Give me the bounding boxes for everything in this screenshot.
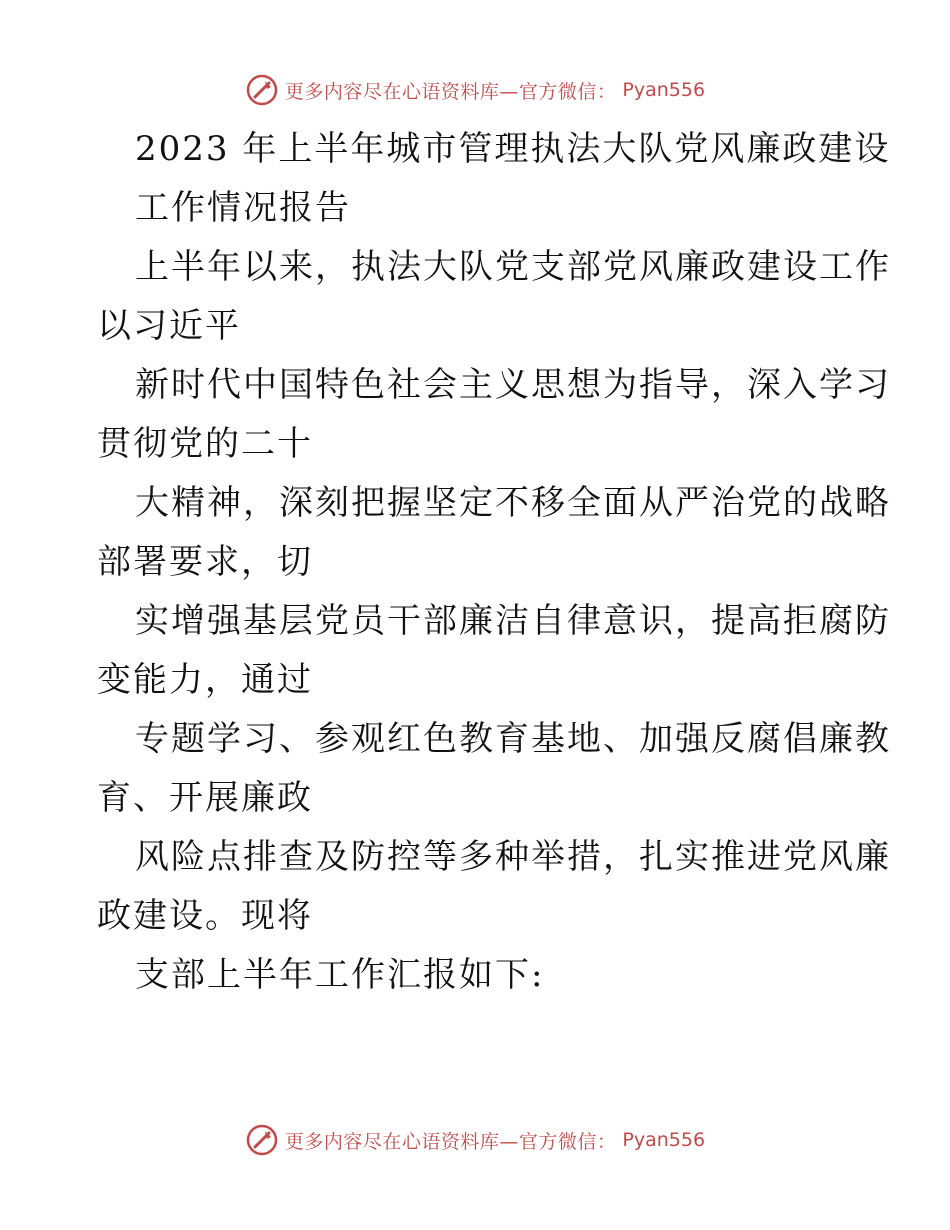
paragraph-line: 部署要求，切	[97, 542, 313, 582]
paragraph-line: 育、开展廉政	[97, 778, 313, 818]
footer-watermark	[0, 1120, 950, 1160]
logo-icon	[245, 1123, 279, 1157]
doc-title-line-1: 2023 年上半年城市管理执法大队党风廉政建设	[135, 129, 891, 169]
paragraph-line: 上半年以来，执法大队党支部党风廉政建设工作	[135, 247, 891, 287]
paragraph-line: 政建设。现将	[97, 896, 313, 936]
watermark-text: 更多内容尽在心语资料库—官方微信：	[284, 1130, 617, 1153]
header-watermark	[0, 70, 950, 110]
paragraph-line: 支部上半年工作汇报如下:	[135, 955, 545, 995]
watermark-text: 更多内容尽在心语资料库—官方微信：	[284, 80, 617, 103]
paragraph-line: 大精神，深刻把握坚定不移全面从严治党的战略	[135, 483, 891, 523]
document-body	[97, 120, 891, 1005]
watermark-id: Pyan556	[622, 79, 706, 101]
paragraph-line: 贯彻党的二十	[97, 424, 313, 464]
paragraph-line: 以习近平	[97, 306, 241, 346]
watermark-id: Pyan556	[622, 1129, 706, 1151]
doc-title-line-2: 工作情况报告	[135, 188, 351, 228]
paragraph-line: 变能力，通过	[97, 660, 313, 700]
paragraph-line: 风险点排查及防控等多种举措，扎实推进党风廉	[135, 837, 891, 877]
logo-icon	[245, 73, 279, 107]
paragraph-line: 专题学习、参观红色教育基地、加强反腐倡廉教	[135, 719, 891, 759]
paragraph-line: 新时代中国特色社会主义思想为指导，深入学习	[135, 365, 891, 405]
paragraph-line: 实增强基层党员干部廉洁自律意识，提高拒腐防	[135, 601, 891, 641]
